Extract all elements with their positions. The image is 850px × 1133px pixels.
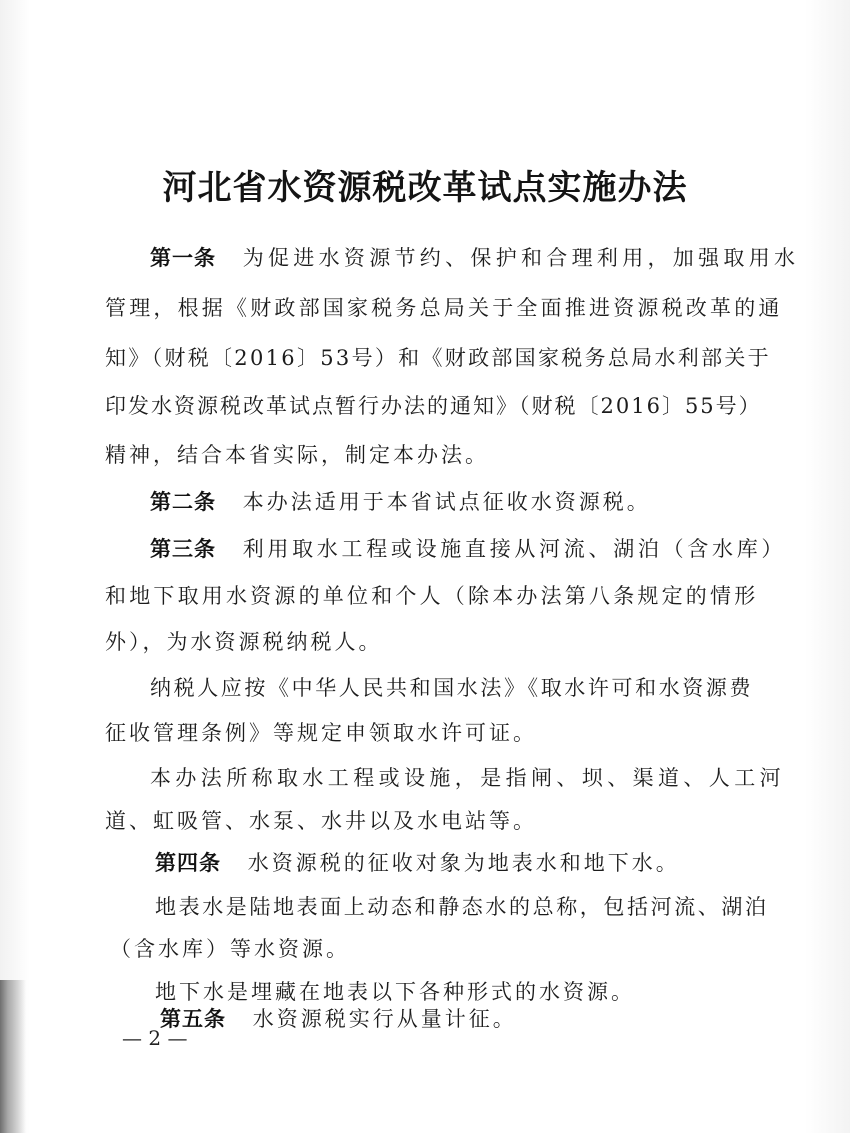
article-3-line-1	[150, 534, 786, 564]
article-4-para-3-line-1: 地下水是埋藏在地表以下各种形式的水资源。	[155, 980, 635, 1004]
article-4-text: 水资源税的征收对象为地表水和地下水。	[247, 851, 680, 875]
article-2-text: 本办法适用于本省试点征收水资源税。	[242, 490, 651, 514]
article-5-text: 水资源税实行从量计征。	[252, 1007, 517, 1031]
article-1-line-1	[150, 243, 799, 273]
article-3-line-3: 外），为水资源税纳税人。	[105, 630, 383, 654]
article-4-para-2-line-2: （含水库）等水资源。	[110, 937, 350, 961]
article-4-line-1	[155, 848, 680, 878]
article-3-line-2: 和地下取用水资源的单位和个人（除本办法第八条规定的情形	[105, 584, 759, 608]
article-1-line-3: 知》（财税〔2016〕53号）和《财政部国家税务总局水利部关于	[105, 346, 771, 370]
document-title: 河北省水资源税改革试点实施办法	[162, 168, 688, 208]
article-3-para-2-line-1: 纳税人应按《中华人民共和国水法》《取水许可和水资源费	[150, 676, 754, 700]
article-5-line-1	[160, 1004, 517, 1034]
article-4-para-2-line-1: 地表水是陆地表面上动态和静态水的总称，包括河流、湖泊	[155, 895, 769, 919]
article-3-para-2-line-2: 征收管理条例》等规定申领取水许可证。	[105, 721, 537, 745]
article-3-text: 利用取水工程或设施直接从河流、湖泊（含水库）	[242, 537, 787, 561]
article-2-line-1	[150, 487, 651, 517]
article-2-label: 第二条	[150, 490, 216, 514]
article-3-para-3-line-1: 本办法所称取水工程或设施，是指闸、坝、渠道、人工河	[150, 766, 785, 790]
page-number: — 2 —	[122, 1026, 188, 1050]
article-1-line-2: 管理，根据《财政部国家税务总局关于全面推进资源税改革的通	[105, 296, 783, 320]
article-5-label: 第五条	[160, 1007, 226, 1031]
article-1-text: 为促进水资源节约、保护和合理利用，加强取用水	[242, 246, 800, 270]
article-4-label: 第四条	[155, 851, 221, 875]
article-1-line-4: 印发水资源税改革试点暂行办法的通知》（财税〔2016〕55号）	[105, 394, 762, 418]
article-3-para-3-line-2: 道、虹吸管、水泵、水井以及水电站等。	[105, 809, 537, 833]
article-1-line-5: 精神，结合本省实际，制定本办法。	[105, 443, 489, 467]
scan-edge-shadow	[0, 980, 26, 1133]
article-3-label: 第三条	[150, 537, 216, 561]
article-1-label: 第一条	[150, 246, 216, 270]
